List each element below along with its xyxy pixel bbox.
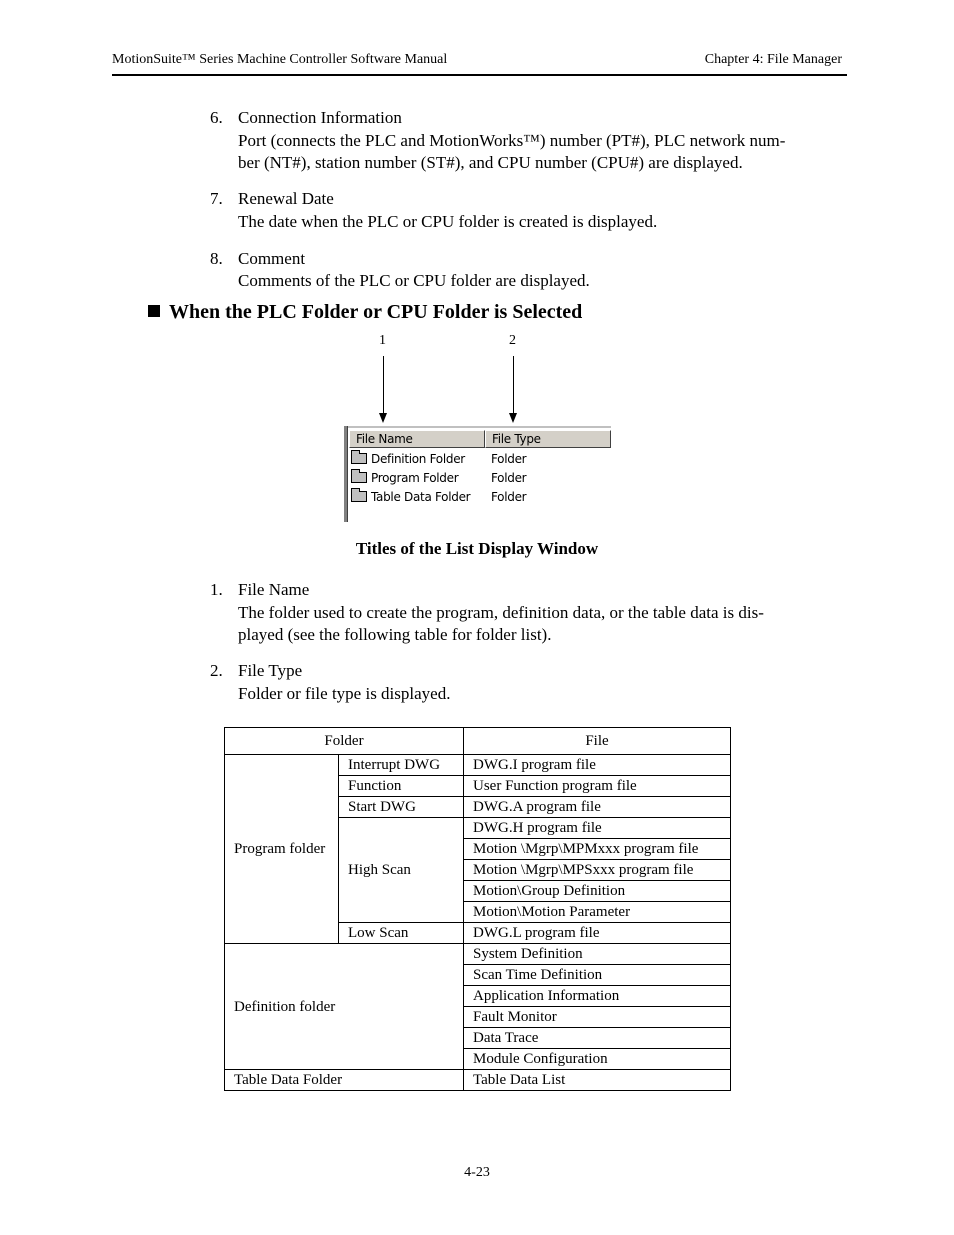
item-description: The date when the PLC or CPU folder is created is displayed. [238, 212, 658, 231]
table-cell: Motion\Group Definition [464, 881, 731, 902]
table-cell: Function [339, 776, 464, 797]
table-cell: DWG.L program file [464, 923, 731, 944]
item-number: 8. [210, 249, 223, 268]
folder-icon [351, 491, 367, 502]
item-number: 6. [210, 108, 223, 127]
table-cell: Table Data List [464, 1070, 731, 1091]
section-heading: When the PLC Folder or CPU Folder is Selected [148, 301, 582, 324]
table-cell: Motion\Motion Parameter [464, 902, 731, 923]
item-description: Comments of the PLC or CPU folder are displayed. [238, 271, 590, 290]
table-cell: Interrupt DWG [339, 755, 464, 776]
item-description: The folder used to create the program, definition data, or the table data is dis- played (see the following table for folder list). [238, 603, 764, 644]
table-row [225, 755, 731, 776]
window-left-border [344, 426, 348, 522]
header-rule [112, 74, 847, 76]
page-number: 4-23 [464, 1165, 490, 1180]
item-description: Folder or file type is displayed. [238, 684, 451, 703]
callout-arrow [383, 356, 384, 414]
table-cell: DWG.I program file [464, 755, 731, 776]
header-chapter: Chapter 4: File Manager [704, 52, 842, 67]
table-header-folder: Folder [225, 728, 464, 755]
list-item[interactable]: Definition Folder [351, 450, 465, 468]
table-cell: Low Scan [339, 923, 464, 944]
table-header-row [225, 728, 731, 755]
table-cell: Fault Monitor [464, 1007, 731, 1028]
folder-icon [351, 453, 367, 464]
item-title: Renewal Date [238, 189, 334, 208]
header-manual-title: MotionSuite™ Series Machine Controller Software Manual [112, 52, 448, 67]
table-cell: Motion \Mgrp\MPSxxx program file [464, 860, 731, 881]
callout-label: 1 [379, 333, 386, 348]
item-title: File Type [238, 661, 303, 680]
item-title: Comment [238, 249, 306, 268]
list-item[interactable]: Program Folder [351, 469, 458, 487]
list-item-type: Folder [491, 452, 527, 466]
table-cell: Motion \Mgrp\MPMxxx program file [464, 839, 731, 860]
item-title: File Name [238, 580, 310, 599]
item-number: 2. [210, 661, 223, 680]
table-cell: Data Trace [464, 1028, 731, 1049]
table-cell: DWG.A program file [464, 797, 731, 818]
column-header-file-type[interactable]: File Type [485, 430, 611, 448]
folder-icon [351, 472, 367, 483]
list-display-window [344, 426, 611, 522]
folder-file-table [224, 727, 731, 1091]
table-cell-high-scan: High Scan [339, 818, 464, 923]
item-title: Connection Information [238, 108, 402, 127]
list-item[interactable]: Table Data Folder [351, 488, 470, 506]
arrow-head-icon [379, 413, 387, 423]
square-bullet-icon [148, 305, 160, 317]
item-description: Port (connects the PLC and MotionWorks™) number (PT#), PLC network num- ber (NT#), station number (ST#), and CPU number (CPU#) are displayed. [238, 131, 786, 172]
table-cell-program-folder: Program folder [225, 755, 339, 944]
table-cell: Module Configuration [464, 1049, 731, 1070]
table-cell: System Definition [464, 944, 731, 965]
table-cell: Scan Time Definition [464, 965, 731, 986]
table-header-file: File [464, 728, 731, 755]
table-cell: DWG.H program file [464, 818, 731, 839]
item-number: 7. [210, 189, 223, 208]
table-cell-definition-folder: Definition folder [225, 944, 464, 1070]
item-number: 1. [210, 580, 223, 599]
figure-caption: Titles of the List Display Window [355, 539, 599, 558]
arrow-head-icon [509, 413, 517, 423]
table-cell: Start DWG [339, 797, 464, 818]
table-row [225, 944, 731, 965]
table-cell: Application Information [464, 986, 731, 1007]
table-cell: User Function program file [464, 776, 731, 797]
callout-label: 2 [509, 333, 516, 348]
table-row [225, 1070, 731, 1091]
list-item-type: Folder [491, 471, 527, 485]
list-item-type: Folder [491, 490, 527, 504]
callout-arrow [513, 356, 514, 414]
table-cell-table-data-folder: Table Data Folder [225, 1070, 464, 1091]
column-header-file-name[interactable]: File Name [349, 430, 485, 448]
